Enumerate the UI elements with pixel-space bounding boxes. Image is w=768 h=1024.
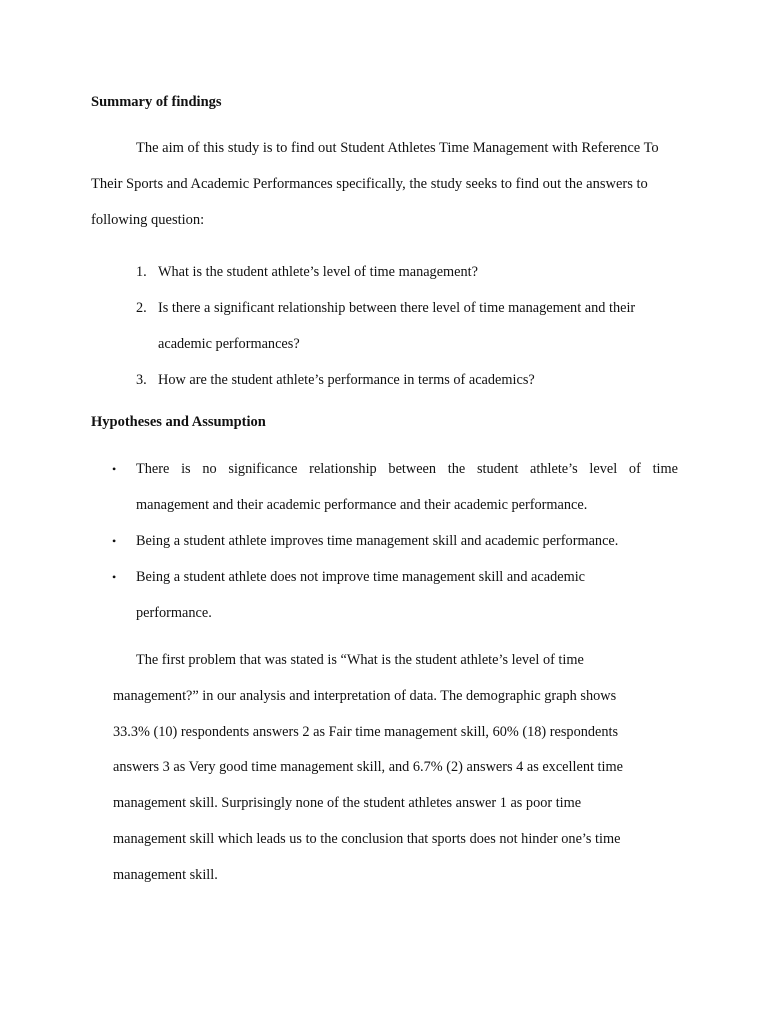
hypotheses-heading: Hypotheses and Assumption	[91, 414, 266, 430]
list-item	[112, 559, 678, 631]
discussion-line-5: management skill. Surprisingly none of the student athletes answer 1 as poor time	[113, 795, 582, 812]
discussion-line-6: management skill which leads us to the conclusion that sports does not hinder one’s time	[113, 830, 621, 847]
question-text-continued: academic performances?	[158, 336, 300, 352]
list-item	[112, 523, 678, 559]
summary-intro-paragraph	[91, 130, 678, 238]
hypothesis-text: Being a student athlete improves time management skill and academic performance.	[136, 533, 619, 549]
hypothesis-text-continued: management and their academic performance and their academic performance.	[136, 497, 588, 513]
discussion-line-1: The first problem that was stated is “What is the student athlete’s level of time	[136, 652, 584, 668]
list-item	[136, 290, 678, 362]
discussion-line-3: 33.3% (10) respondents answers 2 as Fair time management skill, 60% (18) respondents	[113, 723, 619, 740]
bullet-icon: •	[112, 462, 117, 476]
list-number: 1.	[136, 264, 147, 280]
list-item	[136, 362, 678, 398]
intro-line-3: following question:	[91, 212, 205, 228]
list-number: 2.	[136, 300, 147, 316]
intro-line-1: The aim of this study is to find out Student Athletes Time Management with Reference To	[136, 140, 659, 156]
summary-heading: Summary of findings	[91, 94, 222, 110]
list-item	[112, 451, 678, 523]
discussion-line-4: answers 3 as Very good time management skill, and 6.7% (2) answers 4 as excellent time	[113, 759, 623, 776]
question-text: What is the student athlete’s level of time management?	[158, 264, 478, 280]
questions-list	[136, 254, 678, 398]
bullet-icon: •	[112, 570, 117, 584]
question-text: Is there a significant relationship between there level of time management and their	[158, 300, 636, 316]
discussion-line-7: management skill.	[113, 866, 218, 883]
discussion-paragraph	[113, 643, 678, 894]
intro-line-2: Their Sports and Academic Performances specifically, the study seeks to find out the answers to	[91, 176, 648, 192]
discussion-line-2: management?” in our analysis and interpretation of data. The demographic graph shows	[113, 687, 617, 704]
hypothesis-text-continued: performance.	[136, 605, 212, 621]
hypothesis-text: There is no significance relationship between the student athlete’s level of time	[136, 461, 678, 477]
bullet-icon: •	[112, 534, 117, 548]
hypothesis-text: Being a student athlete does not improve time management skill and academic	[136, 569, 586, 585]
list-number: 3.	[136, 372, 147, 388]
hypotheses-list	[112, 451, 678, 631]
list-item	[136, 254, 678, 290]
question-text: How are the student athlete’s performance in terms of academics?	[158, 372, 535, 388]
